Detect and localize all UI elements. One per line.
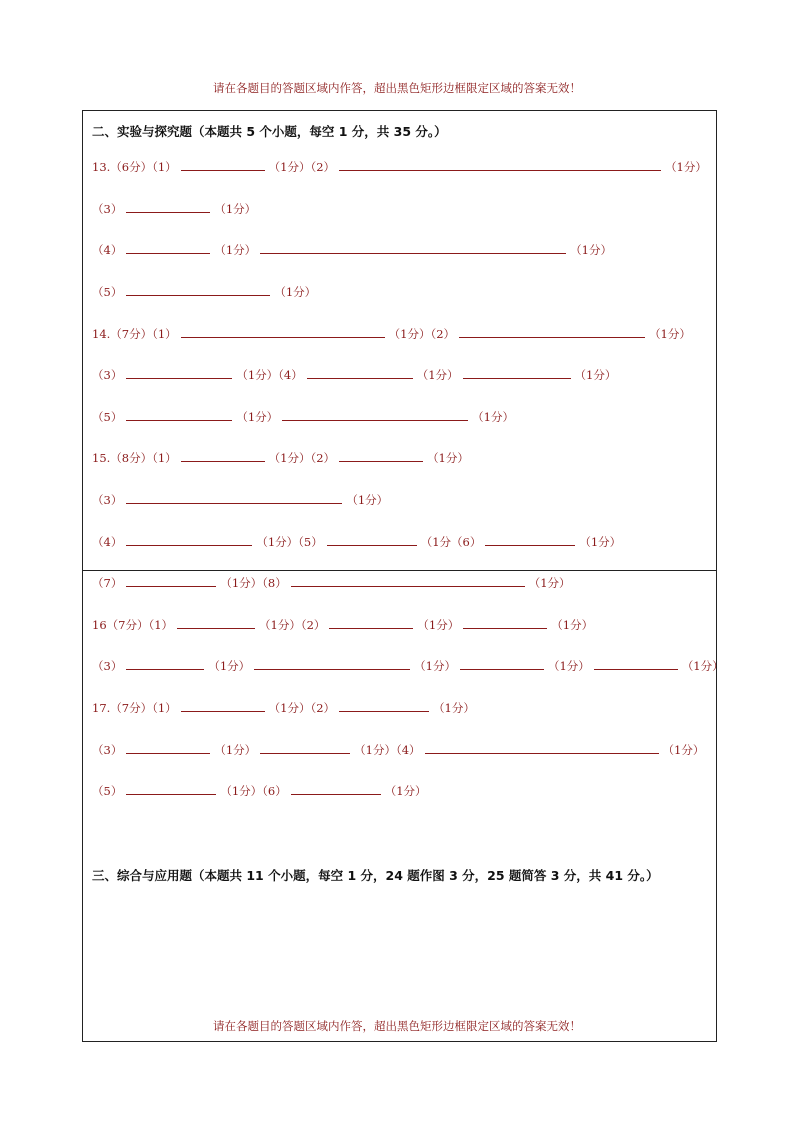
question-label: （1分）（2） <box>259 618 326 632</box>
question-label: （1分） <box>570 243 612 257</box>
answer-row <box>92 654 724 674</box>
answer-blank-line[interactable] <box>339 460 423 462</box>
question-label: （1分）（4） <box>354 743 421 757</box>
question-label: （1分） <box>649 327 691 341</box>
question-label: （1分）（2） <box>268 701 336 715</box>
answer-blank-line[interactable] <box>126 668 204 670</box>
answer-row <box>92 155 707 175</box>
answer-area-notice-top: 请在各题目的答题区域内作答，超出黑色矩形边框限定区域的答案无效！ <box>213 81 581 95</box>
answer-row <box>92 446 469 466</box>
question-label: （1分） <box>528 576 571 590</box>
question-label: （1分） <box>214 202 257 216</box>
question-label: （5） <box>92 784 123 798</box>
answer-blank-line[interactable] <box>463 377 571 379</box>
answer-blank-line[interactable] <box>329 627 413 629</box>
answer-blank-line[interactable] <box>126 793 216 795</box>
answer-row <box>92 363 616 383</box>
answer-blank-line[interactable] <box>126 502 342 504</box>
question-label: （1分） <box>681 659 724 673</box>
answer-blank-line[interactable] <box>126 544 252 546</box>
answer-blank-line[interactable] <box>181 460 265 462</box>
answer-blank-line[interactable] <box>425 752 659 754</box>
question-label: （1分） <box>214 743 257 757</box>
question-label: （1分） <box>665 160 707 174</box>
question-label: （3） <box>92 493 123 507</box>
question-label: （3） <box>92 202 123 216</box>
question-label: （1分）（8） <box>220 576 287 590</box>
answer-blank-line[interactable] <box>181 710 265 712</box>
answer-blank-line[interactable] <box>291 585 525 587</box>
answer-blank-line[interactable] <box>126 585 216 587</box>
question-label: （1分（6） <box>420 535 482 549</box>
answer-blank-line[interactable] <box>485 544 575 546</box>
question-label: 16（7分）（1） <box>92 618 174 632</box>
question-label: （1分） <box>427 451 469 465</box>
question-label: （3） <box>92 659 123 673</box>
answer-blank-line[interactable] <box>126 377 232 379</box>
question-label: （1分） <box>574 368 617 382</box>
answer-blank-line[interactable] <box>282 419 468 421</box>
question-label: （3） <box>92 743 123 757</box>
question-label: （1分） <box>414 659 456 673</box>
question-label: （1分） <box>662 743 705 757</box>
question-label: （4） <box>92 243 123 257</box>
answer-row <box>92 405 514 425</box>
answer-blank-line[interactable] <box>339 710 429 712</box>
section-2-title: 二、实验与探究题（本题共 5 个小题，每空 1 分，共 35 分。） <box>92 124 447 139</box>
question-label: （4） <box>92 535 123 549</box>
question-label: （1分） <box>208 659 251 673</box>
answer-blank-line[interactable] <box>260 252 566 254</box>
question-label: （1分） <box>417 618 460 632</box>
answer-blank-line[interactable] <box>459 336 645 338</box>
question-label: （5） <box>92 285 123 299</box>
question-label: （1分） <box>274 285 317 299</box>
question-label: 13.（6分）（1） <box>92 160 177 174</box>
answer-blank-line[interactable] <box>126 211 210 213</box>
question-label: （1分） <box>551 618 594 632</box>
answer-blank-line[interactable] <box>181 169 265 171</box>
question-label: （1分） <box>416 368 459 382</box>
answer-row <box>92 738 704 758</box>
question-label: （7） <box>92 576 123 590</box>
question-label: （3） <box>92 368 123 382</box>
section-3-title: 三、综合与应用题（本题共 11 个小题，每空 1 分，24 题作图 3 分，25 题简答 3 分，共 41 分。） <box>92 868 659 883</box>
question-label: （1分） <box>384 784 427 798</box>
answer-blank-line[interactable] <box>307 377 413 379</box>
answer-blank-line[interactable] <box>339 169 661 171</box>
answer-blank-line[interactable] <box>460 668 544 670</box>
question-label: （1分） <box>214 243 257 257</box>
question-label: （1分）（5） <box>256 535 323 549</box>
question-label: （1分）（6） <box>220 784 287 798</box>
answer-frame-section-3 <box>82 570 717 1042</box>
question-label: （5） <box>92 410 123 424</box>
question-label: 17.（7分）（1） <box>92 701 177 715</box>
answer-row <box>92 530 621 550</box>
question-label: （1分）（2） <box>268 160 336 174</box>
question-label: （1分） <box>346 493 389 507</box>
question-label: （1分）（4） <box>236 368 303 382</box>
answer-row <box>92 779 427 799</box>
answer-row <box>92 322 691 342</box>
question-label: （1分） <box>472 410 514 424</box>
question-label: （1分） <box>547 659 590 673</box>
answer-row <box>92 613 593 633</box>
answer-blank-line[interactable] <box>327 544 417 546</box>
answer-row <box>92 197 256 217</box>
answer-row <box>92 280 316 300</box>
answer-blank-line[interactable] <box>126 419 232 421</box>
answer-blank-line[interactable] <box>254 668 410 670</box>
answer-blank-line[interactable] <box>126 252 210 254</box>
question-label: （1分）（2） <box>388 327 456 341</box>
question-label: 14.（7分）（1） <box>92 327 177 341</box>
answer-blank-line[interactable] <box>126 752 210 754</box>
answer-blank-line[interactable] <box>594 668 678 670</box>
question-label: （1分） <box>236 410 279 424</box>
question-label: （1分） <box>579 535 622 549</box>
answer-blank-line[interactable] <box>260 752 350 754</box>
answer-row <box>92 488 388 508</box>
answer-row <box>92 571 571 591</box>
question-label: 15.（8分）（1） <box>92 451 177 465</box>
question-label: （1分）（2） <box>268 451 336 465</box>
answer-blank-line[interactable] <box>177 627 255 629</box>
answer-blank-line[interactable] <box>126 294 270 296</box>
answer-blank-line[interactable] <box>463 627 547 629</box>
answer-row <box>92 238 612 258</box>
question-label: （1分） <box>433 701 475 715</box>
answer-blank-line[interactable] <box>181 336 385 338</box>
answer-area-notice-bottom: 请在各题目的答题区域内作答，超出黑色矩形边框限定区域的答案无效！ <box>213 1019 581 1033</box>
answer-row <box>92 696 475 716</box>
answer-blank-line[interactable] <box>291 793 381 795</box>
